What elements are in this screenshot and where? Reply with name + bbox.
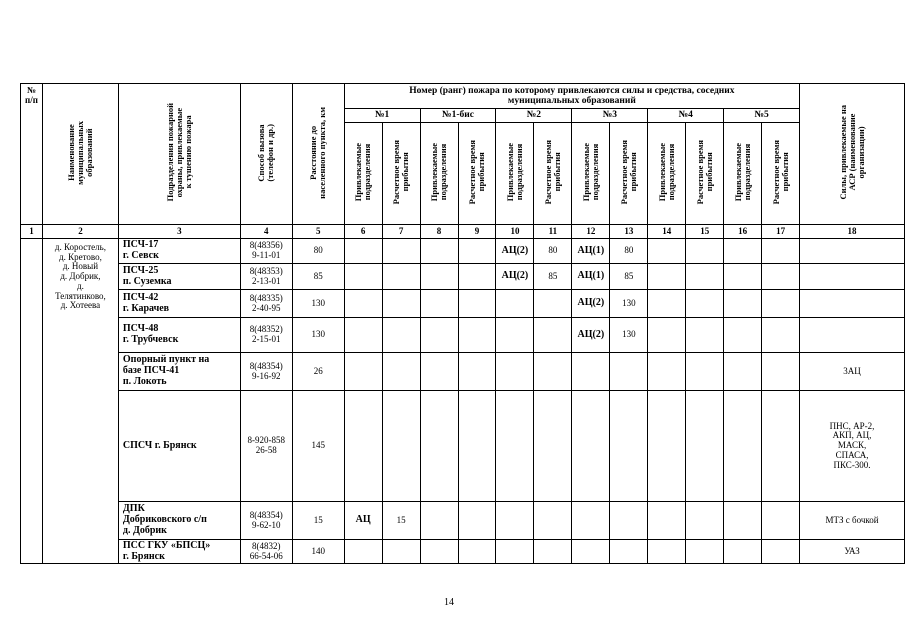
table-row bbox=[21, 540, 905, 564]
asr-forces-cell bbox=[800, 318, 905, 353]
header-fire-number: Номер (ранг) пожара по которому привлекаются силы и средства, соседних муниципальных образований bbox=[344, 84, 799, 109]
column-number: 17 bbox=[762, 225, 800, 239]
rank1bis-time-cell bbox=[458, 318, 496, 353]
rank4-time-cell bbox=[686, 391, 724, 502]
column-number: 4 bbox=[240, 225, 292, 239]
rank1-time-cell bbox=[382, 318, 420, 353]
column-number: 15 bbox=[686, 225, 724, 239]
rank1bis-units-cell bbox=[420, 318, 458, 353]
column-number: 16 bbox=[724, 225, 762, 239]
rank1bis-time-cell bbox=[458, 502, 496, 540]
rank3-time-cell: 130 bbox=[610, 290, 648, 318]
header-units-rank-1bis: Привлекаемые подразделения bbox=[420, 123, 458, 225]
column-number: 9 bbox=[458, 225, 496, 239]
rank5-time-cell bbox=[762, 391, 800, 502]
call-method-cell: 8(48352) 2-15-01 bbox=[240, 318, 292, 353]
unit-name-cell: Опорный пункт на базе ПСЧ-41 п. Локоть bbox=[118, 353, 240, 391]
rank4-time-cell bbox=[686, 540, 724, 564]
rank5-units-cell bbox=[724, 290, 762, 318]
header-time-rank-1: Расчетное время прибытия bbox=[382, 123, 420, 225]
rank1-units-cell bbox=[344, 239, 382, 264]
header-units-rank-3: Привлекаемые подразделения bbox=[572, 123, 610, 225]
rank2-units-cell bbox=[496, 290, 534, 318]
table-row bbox=[21, 353, 905, 391]
table-row bbox=[21, 502, 905, 540]
rank1bis-time-cell bbox=[458, 391, 496, 502]
rank2-units-cell bbox=[496, 391, 534, 502]
rank3-time-cell bbox=[610, 502, 648, 540]
rank3-units-cell bbox=[572, 353, 610, 391]
rank1-time-cell bbox=[382, 353, 420, 391]
header-call-method: Способ вызова (телефон и др.) bbox=[240, 84, 292, 225]
asr-forces-cell: 3АЦ bbox=[800, 353, 905, 391]
header-units: Подразделения пожарной охраны, привлекаемые к тушению пожара bbox=[118, 84, 240, 225]
header-time-rank-5: Расчетное время прибытия bbox=[762, 123, 800, 225]
rank5-units-cell bbox=[724, 502, 762, 540]
asr-forces-cell bbox=[800, 239, 905, 264]
rank2-time-cell: 85 bbox=[534, 264, 572, 290]
distance-cell: 80 bbox=[292, 239, 344, 264]
rank5-units-cell bbox=[724, 239, 762, 264]
table-row bbox=[21, 391, 905, 502]
rank1bis-units-cell bbox=[420, 290, 458, 318]
rank1bis-units-cell bbox=[420, 391, 458, 502]
column-number: 3 bbox=[118, 225, 240, 239]
fire-resources-table bbox=[20, 83, 905, 564]
rank2-time-cell bbox=[534, 290, 572, 318]
unit-name-cell: ПСС ГКУ «БПСЦ» г. Брянск bbox=[118, 540, 240, 564]
rank1-units-cell bbox=[344, 290, 382, 318]
rank4-units-cell bbox=[648, 502, 686, 540]
rank1bis-units-cell bbox=[420, 264, 458, 290]
header-units-rank-1: Привлекаемые подразделения bbox=[344, 123, 382, 225]
rank2-time-cell bbox=[534, 502, 572, 540]
header-rank-4: №4 bbox=[648, 109, 724, 123]
rank3-time-cell bbox=[610, 391, 648, 502]
rank4-time-cell bbox=[686, 318, 724, 353]
header-units-rank-2: Привлекаемые подразделения bbox=[496, 123, 534, 225]
rank1bis-time-cell bbox=[458, 290, 496, 318]
rank2-units-cell: АЦ(2) bbox=[496, 239, 534, 264]
rank1-units-cell bbox=[344, 264, 382, 290]
rank4-time-cell bbox=[686, 502, 724, 540]
rank4-units-cell bbox=[648, 264, 686, 290]
rank1-time-cell bbox=[382, 540, 420, 564]
rank1bis-time-cell bbox=[458, 353, 496, 391]
column-number: 8 bbox=[420, 225, 458, 239]
distance-cell: 130 bbox=[292, 318, 344, 353]
column-number: 1 bbox=[21, 225, 43, 239]
rank2-time-cell: 80 bbox=[534, 239, 572, 264]
call-method-cell: 8(48356) 9-11-01 bbox=[240, 239, 292, 264]
rank2-units-cell bbox=[496, 353, 534, 391]
call-method-cell: 8(48354) 9-16-92 bbox=[240, 353, 292, 391]
rank1-time-cell bbox=[382, 290, 420, 318]
rank4-units-cell bbox=[648, 391, 686, 502]
rank5-units-cell bbox=[724, 540, 762, 564]
rank2-time-cell bbox=[534, 391, 572, 502]
rank3-units-cell: АЦ(2) bbox=[572, 290, 610, 318]
rank5-time-cell bbox=[762, 264, 800, 290]
rank3-units-cell bbox=[572, 540, 610, 564]
asr-forces-cell: МТЗ с бочкой bbox=[800, 502, 905, 540]
rank5-time-cell bbox=[762, 353, 800, 391]
table-row bbox=[21, 239, 905, 264]
distance-cell: 15 bbox=[292, 502, 344, 540]
rank3-units-cell: АЦ(2) bbox=[572, 318, 610, 353]
header-time-rank-4: Расчетное время прибытия bbox=[686, 123, 724, 225]
rank5-units-cell bbox=[724, 353, 762, 391]
asr-forces-cell: ПНС, АР-2, АКП, АЦ, МАСК, СПАСА, ПКС-300. bbox=[800, 391, 905, 502]
row-number-cell bbox=[21, 239, 43, 564]
unit-name-cell: ПСЧ-42 г. Карачев bbox=[118, 290, 240, 318]
rank4-units-cell bbox=[648, 239, 686, 264]
rank5-units-cell bbox=[724, 264, 762, 290]
rank2-units-cell bbox=[496, 318, 534, 353]
rank2-time-cell bbox=[534, 540, 572, 564]
header-distance: Расстояние до населенного пункта, км bbox=[292, 84, 344, 225]
rank1-time-cell bbox=[382, 264, 420, 290]
rank2-units-cell: АЦ(2) bbox=[496, 264, 534, 290]
unit-name-cell: ПСЧ-25 п. Суземка bbox=[118, 264, 240, 290]
unit-name-cell: ДПК Добриковского с/п д. Добрик bbox=[118, 502, 240, 540]
rank1bis-time-cell bbox=[458, 540, 496, 564]
call-method-cell: 8(48353) 2-13-01 bbox=[240, 264, 292, 290]
call-method-cell: 8(4832) 66-54-06 bbox=[240, 540, 292, 564]
column-number: 7 bbox=[382, 225, 420, 239]
header-units-rank-5: Привлекаемые подразделения bbox=[724, 123, 762, 225]
rank1-units-cell bbox=[344, 540, 382, 564]
column-number: 10 bbox=[496, 225, 534, 239]
call-method-cell: 8(48354) 9-62-10 bbox=[240, 502, 292, 540]
rank3-units-cell bbox=[572, 502, 610, 540]
rank1bis-units-cell bbox=[420, 502, 458, 540]
call-method-cell: 8-920-858 26-58 bbox=[240, 391, 292, 502]
rank2-time-cell bbox=[534, 318, 572, 353]
header-no: № п/п bbox=[21, 84, 43, 225]
column-number: 18 bbox=[800, 225, 905, 239]
rank1-units-cell bbox=[344, 318, 382, 353]
header-time-rank-1bis: Расчетное время прибытия bbox=[458, 123, 496, 225]
column-number: 2 bbox=[42, 225, 118, 239]
column-number: 11 bbox=[534, 225, 572, 239]
rank3-time-cell bbox=[610, 540, 648, 564]
rank3-units-cell: АЦ(1) bbox=[572, 239, 610, 264]
header-units-rank-4: Привлекаемые подразделения bbox=[648, 123, 686, 225]
rank5-time-cell bbox=[762, 540, 800, 564]
header-rank-2: №2 bbox=[496, 109, 572, 123]
header-asr-forces: Силы, привлекаемые на АСР (наименование организации) bbox=[800, 84, 905, 225]
header-rank-1: №1 bbox=[344, 109, 420, 123]
rank5-time-cell bbox=[762, 239, 800, 264]
call-method-cell: 8(48335) 2-40-95 bbox=[240, 290, 292, 318]
header-time-rank-3: Расчетное время прибытия bbox=[610, 123, 648, 225]
rank1-time-cell bbox=[382, 239, 420, 264]
rank4-time-cell bbox=[686, 353, 724, 391]
rank2-units-cell bbox=[496, 540, 534, 564]
rank4-time-cell bbox=[686, 239, 724, 264]
rank4-units-cell bbox=[648, 318, 686, 353]
table-row bbox=[21, 290, 905, 318]
header-rank-1bis: №1-бис bbox=[420, 109, 496, 123]
unit-name-cell: ПСЧ-48 г. Трубчевск bbox=[118, 318, 240, 353]
rank3-units-cell bbox=[572, 391, 610, 502]
asr-forces-cell bbox=[800, 290, 905, 318]
rank4-time-cell bbox=[686, 264, 724, 290]
rank3-time-cell bbox=[610, 353, 648, 391]
distance-cell: 26 bbox=[292, 353, 344, 391]
rank5-units-cell bbox=[724, 391, 762, 502]
rank4-time-cell bbox=[686, 290, 724, 318]
distance-cell: 145 bbox=[292, 391, 344, 502]
table-row bbox=[21, 318, 905, 353]
rank1bis-units-cell bbox=[420, 353, 458, 391]
rank1-units-cell bbox=[344, 353, 382, 391]
header-rank-3: №3 bbox=[572, 109, 648, 123]
page-number: 14 bbox=[444, 597, 454, 608]
rank1bis-time-cell bbox=[458, 239, 496, 264]
rank1-time-cell: 15 bbox=[382, 502, 420, 540]
rank4-units-cell bbox=[648, 290, 686, 318]
column-number: 12 bbox=[572, 225, 610, 239]
unit-name-cell: ПСЧ-17 г. Севск bbox=[118, 239, 240, 264]
header-time-rank-2: Расчетное время прибытия bbox=[534, 123, 572, 225]
asr-forces-cell: УАЗ bbox=[800, 540, 905, 564]
rank1-units-cell bbox=[344, 391, 382, 502]
column-number: 13 bbox=[610, 225, 648, 239]
rank3-units-cell: АЦ(1) bbox=[572, 264, 610, 290]
rank5-time-cell bbox=[762, 290, 800, 318]
header-municipalities: Наименование муниципальных образований bbox=[42, 84, 118, 225]
rank3-time-cell: 80 bbox=[610, 239, 648, 264]
distance-cell: 85 bbox=[292, 264, 344, 290]
rank4-units-cell bbox=[648, 540, 686, 564]
rank2-time-cell bbox=[534, 353, 572, 391]
rank1bis-time-cell bbox=[458, 264, 496, 290]
rank1bis-units-cell bbox=[420, 239, 458, 264]
rank3-time-cell: 85 bbox=[610, 264, 648, 290]
rank1-time-cell bbox=[382, 391, 420, 502]
rank1bis-units-cell bbox=[420, 540, 458, 564]
unit-name-cell: СПСЧ г. Брянск bbox=[118, 391, 240, 502]
distance-cell: 130 bbox=[292, 290, 344, 318]
asr-forces-cell bbox=[800, 264, 905, 290]
rank5-time-cell bbox=[762, 318, 800, 353]
rank5-units-cell bbox=[724, 318, 762, 353]
rank3-time-cell: 130 bbox=[610, 318, 648, 353]
column-number: 5 bbox=[292, 225, 344, 239]
column-number: 14 bbox=[648, 225, 686, 239]
table-row bbox=[21, 264, 905, 290]
municipalities-cell: д. Коростель, д. Кретово, д. Новый д. Добрик, д. Телятинково, д. Хотеева bbox=[42, 239, 118, 564]
distance-cell: 140 bbox=[292, 540, 344, 564]
column-number: 6 bbox=[344, 225, 382, 239]
rank2-units-cell bbox=[496, 502, 534, 540]
rank5-time-cell bbox=[762, 502, 800, 540]
rank4-units-cell bbox=[648, 353, 686, 391]
rank1-units-cell: АЦ bbox=[344, 502, 382, 540]
header-rank-5: №5 bbox=[724, 109, 800, 123]
